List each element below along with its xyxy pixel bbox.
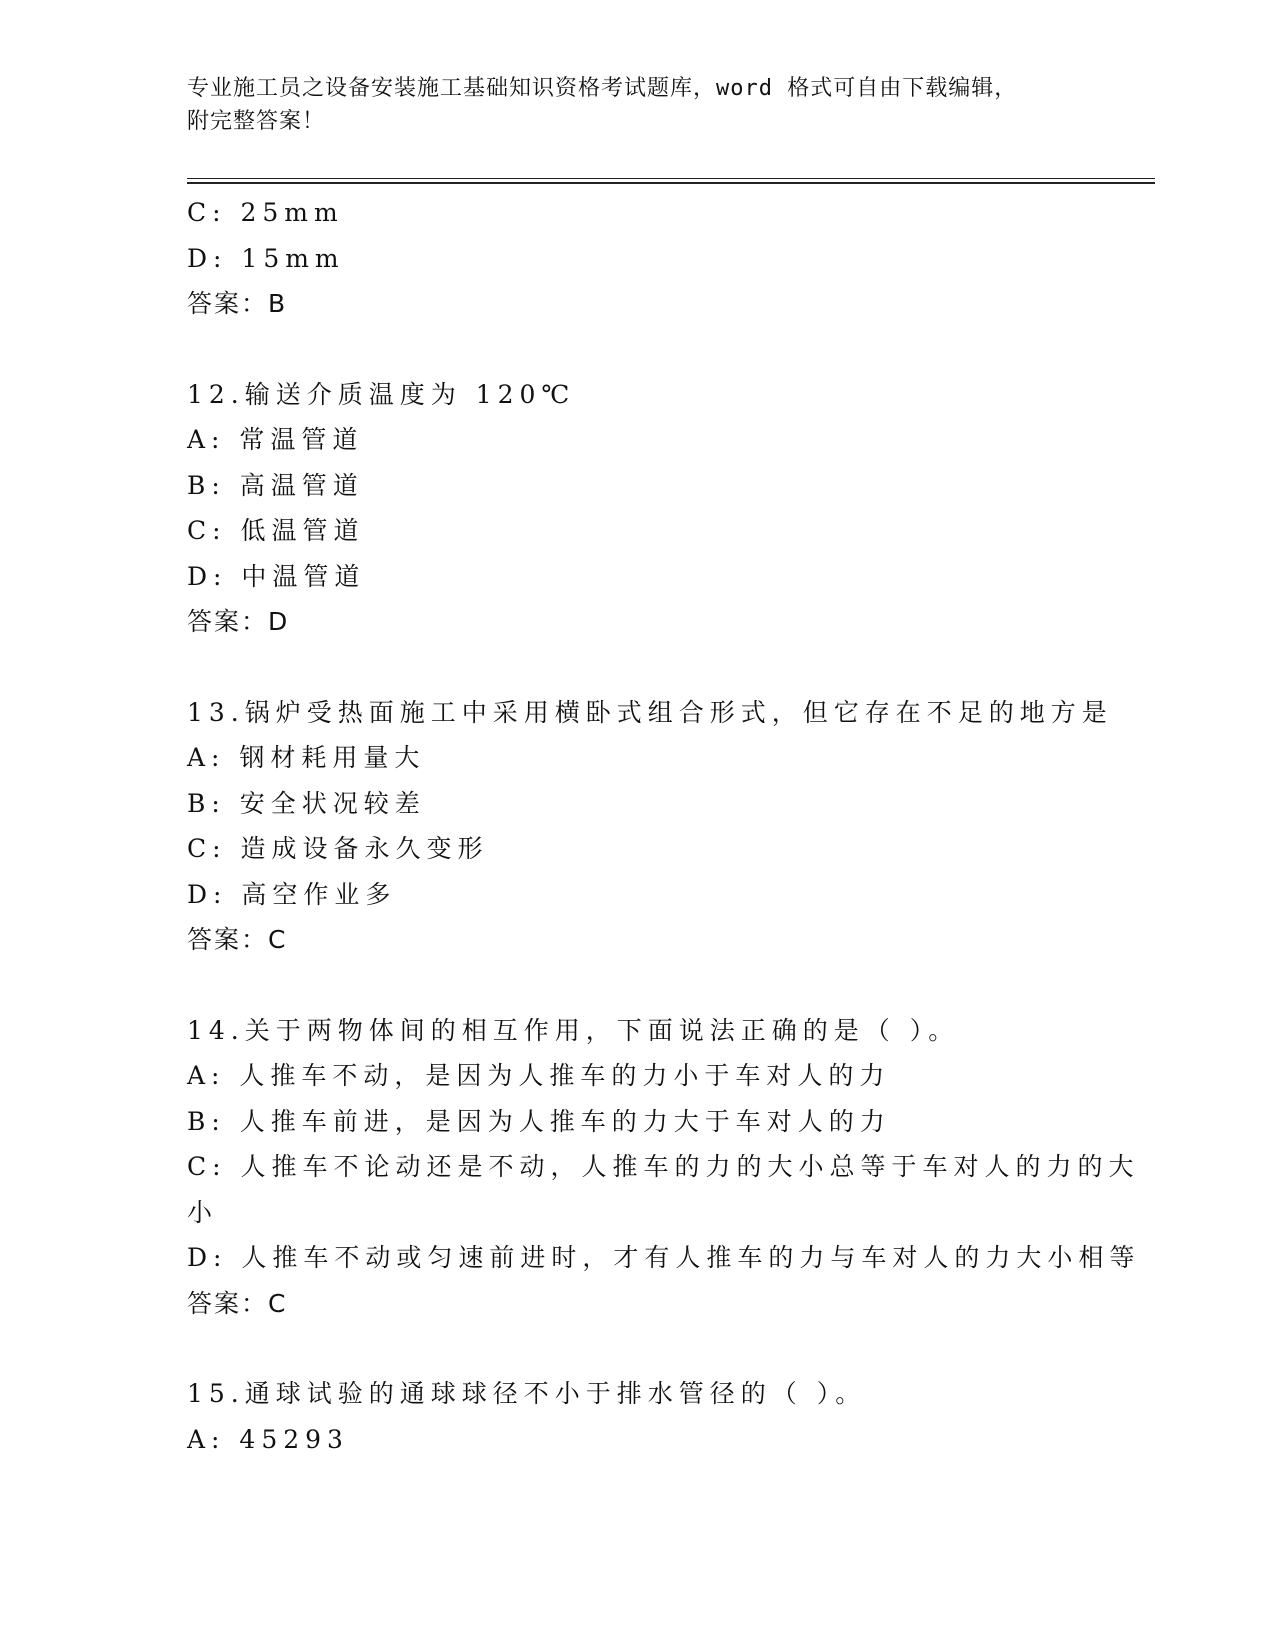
question-stem: 13.锅炉受热面施工中采用横卧式组合形式，但它存在不足的地方是: [187, 697, 1113, 727]
header-line-2: 附完整答案！: [187, 109, 326, 134]
option-d: D: 人推车不动或匀速前进时，才有人推车的力与车对人的力大小相等: [187, 1243, 1141, 1272]
option-a: A: 常温管道: [187, 425, 364, 454]
question-14: [187, 1008, 1141, 1327]
option-c: C: 低温管道: [187, 516, 365, 545]
prev-question: [187, 190, 1087, 327]
question-15: [187, 1371, 1087, 1462]
option-a: A: 45293: [187, 1424, 349, 1454]
answer: 答案：C: [187, 1288, 288, 1318]
option-d: D: 高空作业多: [187, 879, 397, 909]
header-rule-thin: [187, 178, 1155, 179]
option-b: B: 安全状况较差: [187, 788, 426, 818]
spacer: [187, 327, 1087, 372]
option-a: A: 人推车不动，是因为人推车的力小于车对人的力: [187, 1061, 891, 1090]
answer: 答案：C: [187, 925, 288, 954]
option-a: A: 钢材耗用量大: [187, 743, 426, 772]
spacer: [187, 1326, 1087, 1371]
option-c-continued: 小: [187, 1197, 219, 1227]
question-13: [187, 690, 1113, 963]
answer: 答案：B: [187, 289, 288, 318]
option-c: C: 造成设备永久变形: [187, 834, 489, 863]
question-12: [187, 372, 1087, 645]
option-d: D: 中温管道: [187, 561, 366, 591]
question-stem: 12.输送介质温度为 120℃: [187, 379, 576, 409]
question-stem: 14.关于两物体间的相互作用，下面说法正确的是（ ）。: [187, 1015, 960, 1045]
answer: 答案：D: [187, 607, 290, 636]
option-c: C: 人推车不论动还是不动，人推车的力的大小总等于车对人的力的大: [187, 1152, 1140, 1181]
question-list: [187, 190, 1141, 1462]
spacer: [187, 963, 1087, 1008]
option-b: B: 人推车前进，是因为人推车的力大于车对人的力: [187, 1106, 891, 1136]
option-c: C: 25mm: [187, 198, 344, 227]
header-line-1: 专业施工员之设备安装施工基础知识资格考试题库，word 格式可自由下载编辑，: [187, 76, 1018, 101]
question-stem: 15.通球试验的通球球径不小于排水管径的（ ）。: [187, 1379, 867, 1408]
header-rule-thick: [187, 182, 1155, 184]
spacer: [187, 645, 1087, 690]
option-d: D: 15mm: [187, 243, 345, 273]
option-b: B: 高温管道: [187, 470, 364, 500]
document-header: [187, 72, 1087, 138]
